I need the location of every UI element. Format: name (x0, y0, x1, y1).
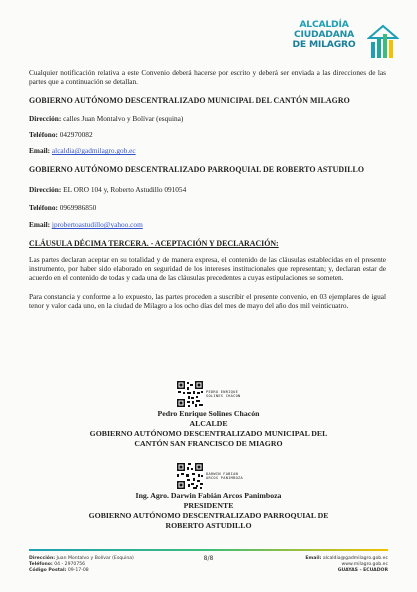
document-body (29, 68, 386, 310)
party2-heading: GOBIERNO AUTÓNOMO DESCENTRALIZADO PARROQUIAL DE ROBERTO ASTUDILLO (29, 165, 365, 175)
signer2-org-line1: GOBIERNO AUTÓNOMO DESCENTRALIZADO PARROQUIAL DE (88, 511, 329, 520)
signer2-block (0, 491, 417, 531)
signer1-qr-signature (176, 380, 241, 408)
signer1-qr-caption: PEDRO ENRIQUE SOLINES CHACON (206, 389, 241, 398)
closing-paragraph: Para constancia y conforme a lo expuesto, las partes proceden a suscribir el presente convenio, en 03 ejemplares de igual tenor y valor cada uno, en la ciudad de Milagro a los ocho días del mes de mayo del año dos mil veinticuatro. (29, 291, 386, 310)
party1-email-link[interactable]: alcaldia@gadmilagro.gob.ec (51, 146, 136, 156)
clause-body: Las partes declaran aceptar en su totalidad y de manera expresa, el contenido de las cláusulas establecidas en el presente instrumento, por haber sido elaborado en seguridad de los intereses institucionales que representan; y, declaran estar de acuerdo en el contenido de todas y cada una de las cláusulas precedentes a cuyas estipulaciones se someten. (29, 254, 386, 283)
signer2-name: Ing. Agro. Darwin Fabián Arcos Panimboza (135, 491, 282, 500)
page-number: 8/8 (203, 555, 214, 562)
party2-address: Dirección: EL ORO 104 y, Roberto Astudillo 091054 (29, 185, 187, 195)
signer2-org-line2: ROBERTO ASTUDILLO (165, 521, 252, 530)
footer-email-link[interactable]: alcaldia@gadmilagro.gob.ec (322, 556, 388, 561)
party2-email: Email: jprobertoastudillo@yahoo.com (29, 220, 143, 230)
alcaldia-logo (283, 18, 401, 62)
signer2-qr-caption: DARWIN FABIAN ARCOS PANIMBOZA (206, 471, 243, 480)
intro-paragraph: Cualquier notificación relativa a este Convenio deberá hacerse por escrito y deberá ser enviada a las direcciones de las partes que a continuación se detallan. (29, 68, 386, 87)
signer1-org-line1: GOBIERNO AUTÓNOMO DESCENTRALIZADO MUNICIPAL DEL (89, 429, 328, 438)
logo-wordmark: ALCALDÍA CIUDADANA DE MILAGRO (292, 19, 356, 50)
signer1-name: Pedro Enrique Solines Chacón (157, 409, 260, 418)
footer-contact-left: Dirección: Juan Montalvo y Bolívar (Esquina) Teléfono: 04 - 2970756 Código Postal: 09-17-08 (29, 556, 134, 573)
party1-address: Dirección: calles Juan Montalvo y Bolívar (esquina) (29, 113, 184, 123)
party1-phone: Teléfono: 042970082 (29, 129, 93, 139)
party1-heading: GOBIERNO AUTÓNOMO DESCENTRALIZADO MUNICIPAL DEL CANTÓN MILAGRO (29, 95, 350, 105)
footer-website-link[interactable]: www.milagro.gob.ec (341, 561, 388, 567)
clause-title: CLÁUSULA DÉCIMA TERCERA. - ACEPTACIÓN Y DECLARACIÓN: (29, 239, 279, 249)
party1-email: Email: alcaldia@gadmilagro.gob.ec (29, 146, 136, 156)
signer2-role: PRESIDENTE (183, 501, 234, 510)
party2-phone: Teléfono: 0969986850 (29, 202, 97, 212)
signer1-block (0, 409, 417, 449)
signer2-qr-signature (176, 462, 243, 490)
house-bars-icon (367, 22, 399, 60)
footer-divider (29, 549, 388, 551)
footer-contact-right: Email: alcaldia@gadmilagro.gob.ec www.milagro.gob.ec GUAYAS - ECUADOR (305, 556, 388, 573)
party2-email-link[interactable]: jprobertoastudillo@yahoo.com (51, 220, 143, 230)
signer1-org-line2: CANTÓN SAN FRANCISCO DE MIAGRO (134, 439, 283, 448)
qr-code-icon (176, 462, 204, 490)
qr-code-icon (176, 380, 204, 408)
signer1-role: ALCALDE (189, 419, 228, 428)
